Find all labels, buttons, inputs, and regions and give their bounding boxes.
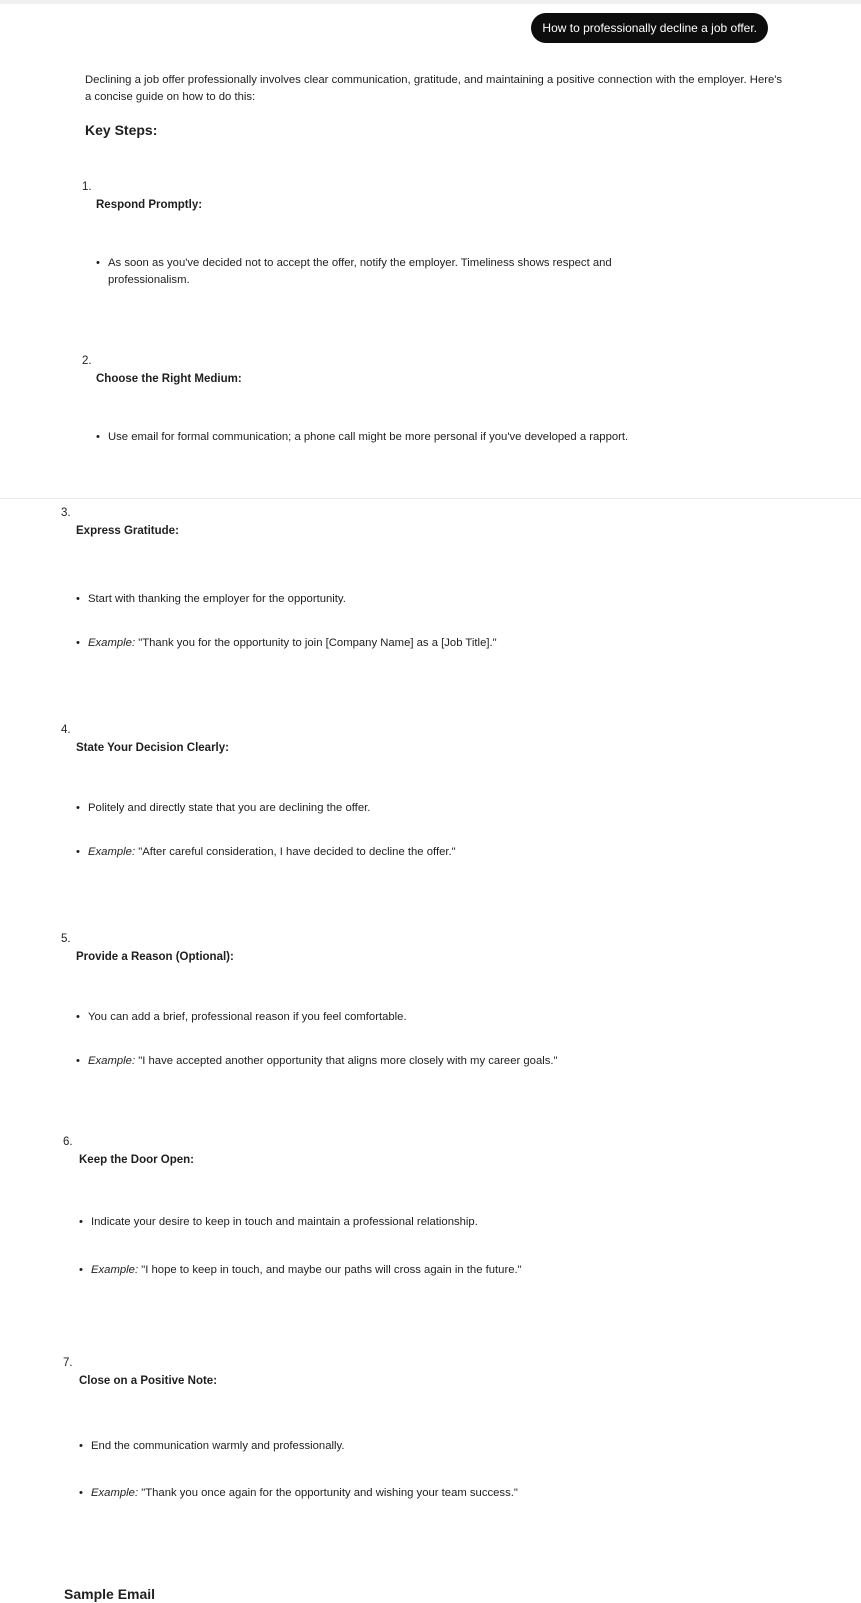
- list-item: [79, 1262, 799, 1279]
- step-title: Provide a Reason (Optional):: [76, 951, 234, 963]
- bullet-dot: •: [76, 593, 80, 605]
- step-title: Keep the Door Open:: [79, 1154, 195, 1166]
- bullet-text: Indicate your desire to keep in touch and maintain a professional relationship.: [91, 1216, 478, 1228]
- example-text: "I hope to keep in touch, and maybe our paths will cross again in the future.": [138, 1264, 522, 1276]
- step-number: 5.: [61, 933, 71, 945]
- step-number: 2.: [82, 355, 92, 367]
- key-steps-heading: Key Steps:: [85, 122, 158, 138]
- response-intro: Declining a job offer professionally involves clear communication, gratitude, and maintaining a positive connection with the employer. Here's a concise guide on how to do this:: [85, 74, 783, 103]
- step-title: Choose the Right Medium:: [96, 373, 242, 385]
- bullet-text: [79, 1485, 799, 1502]
- bullet-text: [76, 844, 776, 861]
- step-title: Express Gratitude:: [76, 525, 179, 537]
- list-item: [79, 1485, 799, 1502]
- example-text: "Thank you once again for the opportunity and wishing your team success.": [138, 1487, 518, 1499]
- user-message-bubble: How to professionally decline a job offer.: [531, 13, 768, 43]
- bullet-dot: •: [76, 1055, 80, 1067]
- list-item: [76, 1009, 776, 1026]
- list-item: [79, 1438, 799, 1455]
- bullet-dot: •: [96, 431, 100, 443]
- example-label: Example:: [91, 1264, 139, 1276]
- list-item: [76, 844, 776, 861]
- example-label: Example:: [88, 637, 136, 649]
- bullet-dot: •: [76, 637, 80, 649]
- bullet-dot: •: [79, 1487, 83, 1499]
- example-text: "Thank you for the opportunity to join [Company Name] as a [Job Title].": [135, 637, 497, 649]
- bullet-dot: •: [79, 1216, 83, 1228]
- bullet-text: Politely and directly state that you are declining the offer.: [88, 802, 371, 814]
- step-title: Respond Promptly:: [96, 199, 203, 211]
- list-item: [76, 800, 776, 817]
- bullet-dot: •: [76, 846, 80, 858]
- bullet-text: [79, 1262, 799, 1279]
- step-number: 3.: [61, 507, 71, 519]
- list-item: [79, 1214, 799, 1231]
- example-label: Example:: [91, 1487, 139, 1499]
- bullet-text: [76, 635, 776, 652]
- example-label: Example:: [88, 1055, 136, 1067]
- step-title: Close on a Positive Note:: [79, 1375, 218, 1387]
- bullet-text: As soon as you've decided not to accept the offer, notify the employer. Timeliness shows respect and professionalism.: [108, 257, 612, 286]
- list-item: [76, 1053, 796, 1070]
- example-text: "I have accepted another opportunity that aligns more closely with my career goals.": [135, 1055, 558, 1067]
- list-item: [76, 635, 776, 652]
- bullet-dot: •: [96, 257, 100, 269]
- bullet-text: You can add a brief, professional reason if you feel comfortable.: [88, 1011, 407, 1023]
- bullet-text: Start with thanking the employer for the opportunity.: [88, 593, 346, 605]
- step-number: 4.: [61, 724, 71, 736]
- step-number: 7.: [63, 1357, 73, 1369]
- bullet-dot: •: [79, 1264, 83, 1276]
- list-item: [96, 429, 736, 446]
- example-text: "After careful consideration, I have decided to decline the offer.": [135, 846, 456, 858]
- list-item: [96, 255, 696, 289]
- bullet-dot: •: [79, 1440, 83, 1452]
- step-number: 1.: [82, 181, 92, 193]
- bullet-text: End the communication warmly and professionally.: [91, 1440, 345, 1452]
- sample-email-heading: Sample Email: [64, 1586, 156, 1602]
- step-title: State Your Decision Clearly:: [76, 742, 229, 754]
- top-strip: [0, 0, 861, 4]
- bullet-text: Use email for formal communication; a phone call might be more personal if you've developed a rapport.: [108, 431, 629, 443]
- step-number: 6.: [63, 1136, 73, 1148]
- example-label: Example:: [88, 846, 136, 858]
- list-item: [76, 591, 776, 608]
- section-divider: [0, 498, 861, 499]
- bullet-dot: •: [76, 1011, 80, 1023]
- bullet-dot: •: [76, 802, 80, 814]
- bullet-text: [76, 1053, 796, 1070]
